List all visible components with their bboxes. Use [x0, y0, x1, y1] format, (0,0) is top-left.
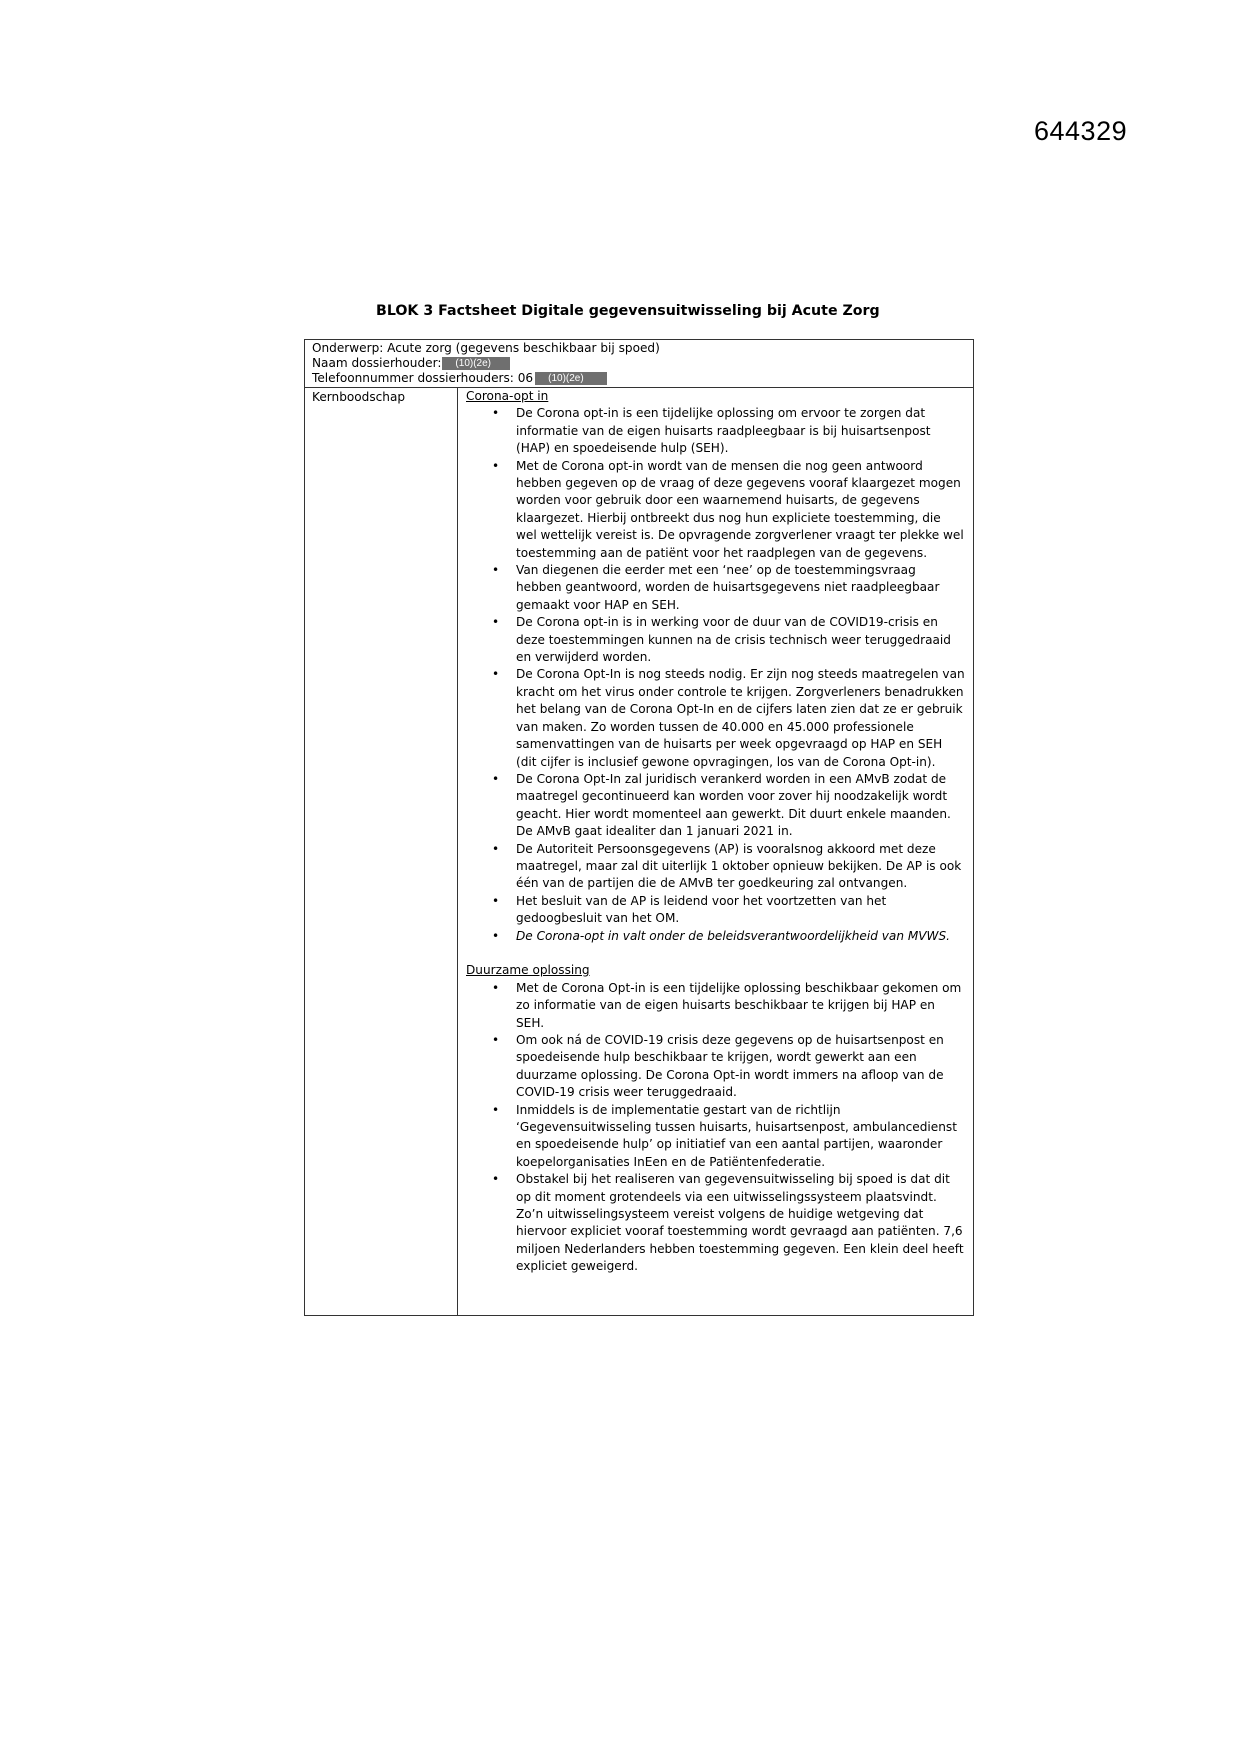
section-title: Corona-opt in	[466, 389, 549, 403]
section-duurzame-oplossing	[466, 962, 967, 1275]
document-number: 644329	[1034, 116, 1128, 146]
section-corona-opt-in	[466, 388, 967, 945]
list-item	[466, 771, 967, 841]
onderwerp-text: Onderwerp: Acute zorg (gegevens beschikbaar bij spoed)	[312, 341, 660, 355]
list-item	[466, 614, 967, 666]
list-item	[466, 1032, 967, 1102]
list-item	[466, 841, 967, 893]
bullet-icon: •	[492, 615, 500, 630]
list-item	[466, 928, 967, 945]
redaction-box: (10)(2e)	[535, 372, 607, 385]
bullet-icon: •	[492, 893, 500, 908]
bullet-icon: •	[492, 771, 500, 786]
list-item-text: Om ook ná de COVID-19 crisis deze gegevens op de huisartsenpost en spoedeisende hulp beschikbaar te krijgen, wordt gewerkt aan een duurzame oplossing. De Corona Opt-in wordt immers na afloop van de COVID-19 crisis weer teruggedraaid.	[516, 1032, 944, 1100]
section-spacer	[466, 945, 967, 962]
telefoon-label: Telefoonnummer dossierhouders: 06	[312, 371, 534, 385]
bullet-icon: •	[492, 928, 500, 943]
list-item-text: Met de Corona opt-in wordt van de mensen die nog geen antwoord hebben gegeven op de vraag of deze gegevens vooraf klaargezet mogen worden voor gebruik door een waarnemend huisarts, de gegevens klaargezet. Hierbij ontbreekt dus nog hun expliciete toestemming, die wel wettelijk vereist is. De opvragende zorgverlener vraagt ter plekke wel toestemming aan de patiënt voor het raadplegen van de gegevens.	[516, 458, 964, 560]
list-item	[466, 562, 967, 614]
list-item-text: Van diegenen die eerder met een ‘nee’ op de toestemmingsvraag hebben geantwoord, worden de huisartsgegevens niet raadpleegbaar gemaakt voor HAP en SEH.	[516, 563, 940, 612]
list-item	[466, 980, 967, 1032]
bullet-list	[466, 980, 967, 1276]
list-item-text: De Corona opt-in is een tijdelijke oplossing om ervoor te zorgen dat informatie van de eigen huisarts raadpleegbaar is bij huisartsenpost (HAP) en spoedeisende hulp (SEH).	[516, 406, 931, 456]
bullet-icon: •	[492, 667, 500, 682]
list-item-text: Obstakel bij het realiseren van gegevensuitwisseling bij spoed is dat dit op dit moment grotendeels via een uitwisselingssysteem plaatsvindt. Zo’n uitwisselingsysteem vereist volgens de huidige wetgeving dat hiervoor expliciet vooraf toestemming wordt gevraagd aan patiënten. 7,6 miljoen Nederlanders hebben toestemming gegeven. Een klein deel heeft expliciet geweigerd.	[516, 1172, 964, 1274]
list-item	[466, 1171, 967, 1275]
redaction-box: (10)(2e)	[442, 357, 510, 370]
factsheet-table	[304, 339, 974, 1316]
content-cell	[458, 388, 973, 1315]
list-item-text: Met de Corona Opt-in is een tijdelijke oplossing beschikbaar gekomen om zo informatie van de eigen huisarts beschikbaar te krijgen bij HAP en SEH.	[516, 980, 962, 1030]
row-label-cell	[305, 388, 458, 1315]
list-item-text: De Corona-opt in valt onder de beleidsverantwoordelijkheid van MVWS.	[516, 928, 951, 943]
telefoon-line	[312, 371, 966, 386]
list-item-text: De Corona Opt-In zal juridisch verankerd worden in een AMvB zodat de maatregel gecontinueerd kan worden voor zover hij noodzakelijk wordt geacht. Hier wordt momenteel aan gewerkt. Dit duurt enkele maanden. De AMvB gaat idealiter dan 1 januari 2021 in.	[516, 771, 951, 839]
onderwerp-line	[312, 341, 966, 356]
bullet-icon: •	[492, 563, 500, 578]
bullet-icon: •	[492, 1102, 500, 1117]
list-item	[466, 666, 967, 770]
bullet-icon: •	[492, 1172, 500, 1187]
bullet-icon: •	[492, 458, 500, 473]
bullet-icon: •	[492, 406, 500, 421]
naam-label: Naam dossierhouder:	[312, 356, 442, 370]
document-title: BLOK 3 Factsheet Digitale gegevensuitwisseling bij Acute Zorg	[376, 303, 880, 319]
bullet-icon: •	[492, 980, 500, 995]
bullet-list	[466, 405, 967, 945]
list-item-text: De Corona opt-in is in werking voor de duur van de COVID19-crisis en deze toestemmingen kunnen na de crisis technisch weer teruggedraaid en verwijderd worden.	[516, 615, 951, 665]
bullet-icon: •	[492, 841, 500, 856]
naam-line	[312, 356, 966, 371]
section-title: Duurzame oplossing	[466, 963, 590, 978]
list-item	[466, 458, 967, 562]
list-item-text: Het besluit van de AP is leidend voor het voortzetten van het gedoogbesluit van het OM.	[516, 893, 887, 926]
row-label: Kernboodschap	[312, 390, 406, 404]
header-block	[305, 340, 973, 388]
bullet-icon: •	[492, 1032, 500, 1047]
list-item	[466, 1102, 967, 1172]
list-item-text: Inmiddels is de implementatie gestart van de richtlijn ‘Gegevensuitwisseling tussen huisarts, huisartsenpost, ambulancedienst en spoedeisende hulp’ op initiatief van een aantal partijen, waaronder koepelorganisaties InEen en de Patiëntenfederatie.	[516, 1102, 957, 1169]
list-item-text: De Autoriteit Persoonsgegevens (AP) is vooralsnog akkoord met deze maatregel, maar zal dit uiterlijk 1 oktober opnieuw bekijken. De AP is ook één van de partijen die de AMvB ter goedkeuring zal ontvangen.	[516, 841, 962, 891]
list-item	[466, 893, 967, 928]
list-item-text: De Corona Opt-In is nog steeds nodig. Er zijn nog steeds maatregelen van kracht om het virus onder controle te krijgen. Zorgverleners benadrukken het belang van de Corona Opt-In en de cijfers laten zien dat ze er gebruik van maken. Zo worden tussen de 40.000 en 45.000 professionele samenvattingen van de huisarts per week opgevraagd op HAP en SEH (dit cijfer is inclusief gewone opvragingen, los van de Corona Opt-in).	[516, 667, 965, 769]
list-item	[466, 405, 967, 457]
